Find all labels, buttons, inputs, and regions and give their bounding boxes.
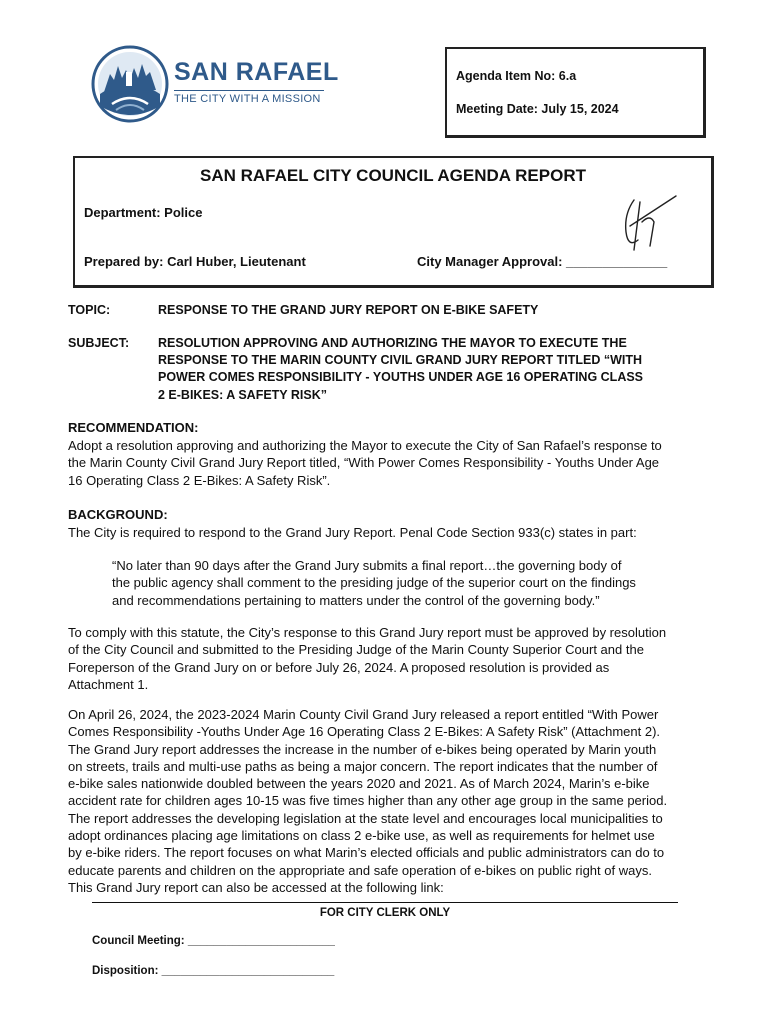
recommendation-line: Adopt a resolution approving and authorizing the Mayor to execute the City of San Rafael’s response to	[68, 438, 662, 453]
penal-code-quote	[112, 557, 672, 609]
report-title: SAN RAFAEL CITY COUNCIL AGENDA REPORT	[200, 166, 586, 185]
city-manager-approval: City Manager Approval: ______________	[417, 254, 668, 269]
city-seal-icon	[90, 44, 170, 124]
paragraph-line: Comes Responsibility -Youths Under Age 16 Operating Class 2 E-Bikes: A Safety Risk” (Attachment 2).	[68, 724, 661, 740]
department: Department: Police	[84, 205, 203, 220]
grand-jury-paragraph	[68, 706, 702, 896]
subject-line: RESPONSE TO THE MARIN COUNTY CIVIL GRAND JURY REPORT TITLED “WITH	[158, 353, 643, 368]
recommendation-line: the Marin County Civil Grand Jury Report titled, “With Power Comes Responsibility - Youths Under Age	[68, 455, 660, 471]
agenda-info-box	[445, 47, 706, 138]
paragraph-line: Foreperson of the Grand Jury on or before July 26, 2024. A proposed resolution is provided as	[68, 659, 610, 675]
san-rafael-logo	[90, 44, 339, 124]
prepared-by: Prepared by: Carl Huber, Lieutenant	[84, 254, 306, 269]
compliance-paragraph	[68, 624, 702, 693]
disposition-field: Disposition: ___________________________	[92, 965, 335, 977]
subject-line: 2 E-BIKES: A SAFETY RISK”	[158, 387, 328, 402]
background-intro: The City is required to respond to the Grand Jury Report. Penal Code Section 933(c) states in part:	[68, 525, 637, 540]
recommendation-line: 16 Operating Class 2 E-Bikes: A Safety Risk”.	[68, 472, 331, 488]
subject-line: RESOLUTION APPROVING AND AUTHORIZING THE MAYOR TO EXECUTE THE	[158, 336, 627, 350]
recommendation-text	[68, 437, 702, 489]
paragraph-line: To comply with this statute, the City’s response to this Grand Jury report must be approved by resolution	[68, 625, 667, 640]
paragraph-line: e-bike sales nationwide doubled between the years 2020 and 2021. As of March 2024, Marin’s e-bike	[68, 776, 650, 792]
topic-text: RESPONSE TO THE GRAND JURY REPORT ON E-BIKE SAFETY	[158, 303, 539, 317]
paragraph-line: The Grand Jury report addresses the increase in the number of e-bikes being operated by Marin youth	[68, 741, 657, 757]
subject-label: SUBJECT:	[68, 336, 130, 350]
clerk-heading: FOR CITY CLERK ONLY	[319, 907, 451, 919]
quote-line: and recommendations pertaining to matters under the control of the governing body.”	[112, 592, 600, 608]
recommendation-heading: RECOMMENDATION:	[68, 420, 199, 435]
paragraph-line: adopt ordinances placing age limitations on class 2 e-bike use, as well as requirements for helmet use	[68, 828, 655, 844]
signature	[620, 192, 680, 254]
meeting-date: Meeting Date: July 15, 2024	[456, 102, 619, 116]
council-meeting-field: Council Meeting: _______________________	[92, 935, 335, 947]
topic-label: TOPIC:	[68, 303, 111, 317]
paragraph-line: Attachment 1.	[68, 676, 149, 692]
quote-line: the public agency shall comment to the presiding judge of the superior court on the findings	[112, 575, 636, 591]
logo-name: SAN RAFAEL	[174, 58, 339, 86]
subject-text	[158, 335, 704, 404]
report-header-box	[73, 156, 714, 288]
quote-line: “No later than 90 days after the Grand Jury submits a final report…the governing body of	[112, 558, 622, 573]
clerk-divider	[92, 902, 678, 903]
paragraph-line: On April 26, 2024, the 2023-2024 Marin County Civil Grand Jury released a report entitled “With Power	[68, 707, 659, 722]
logo-tagline: THE CITY WITH A MISSION	[174, 93, 321, 105]
subject-line: POWER COMES RESPONSIBILITY - YOUTHS UNDER AGE 16 OPERATING CLASS	[158, 370, 644, 385]
agenda-item-number: Agenda Item No: 6.a	[456, 69, 577, 83]
paragraph-line: educate parents and children on the appropriate and safe operation of e-bikes on public right of ways.	[68, 862, 652, 878]
paragraph-line: The report addresses the developing legislation at the state level and encourages local municipalities to	[68, 810, 663, 826]
background-heading: BACKGROUND:	[68, 507, 168, 522]
paragraph-line: of the City Council and submitted to the Presiding Judge of the Marin County Superior Court and the	[68, 642, 644, 658]
paragraph-line: This Grand Jury report can also be accessed at the following link:	[68, 879, 444, 895]
paragraph-line: accident rate for children ages 10-15 was five times higher than any other age group in the same period.	[68, 793, 668, 809]
logo-divider	[174, 90, 324, 91]
paragraph-line: by e-bike riders. The report focuses on what Marin’s elected officials and public administrators can do to	[68, 845, 665, 861]
paragraph-line: on streets, trails and multi-use paths as being a major concern. The report indicates that the number of	[68, 758, 658, 774]
